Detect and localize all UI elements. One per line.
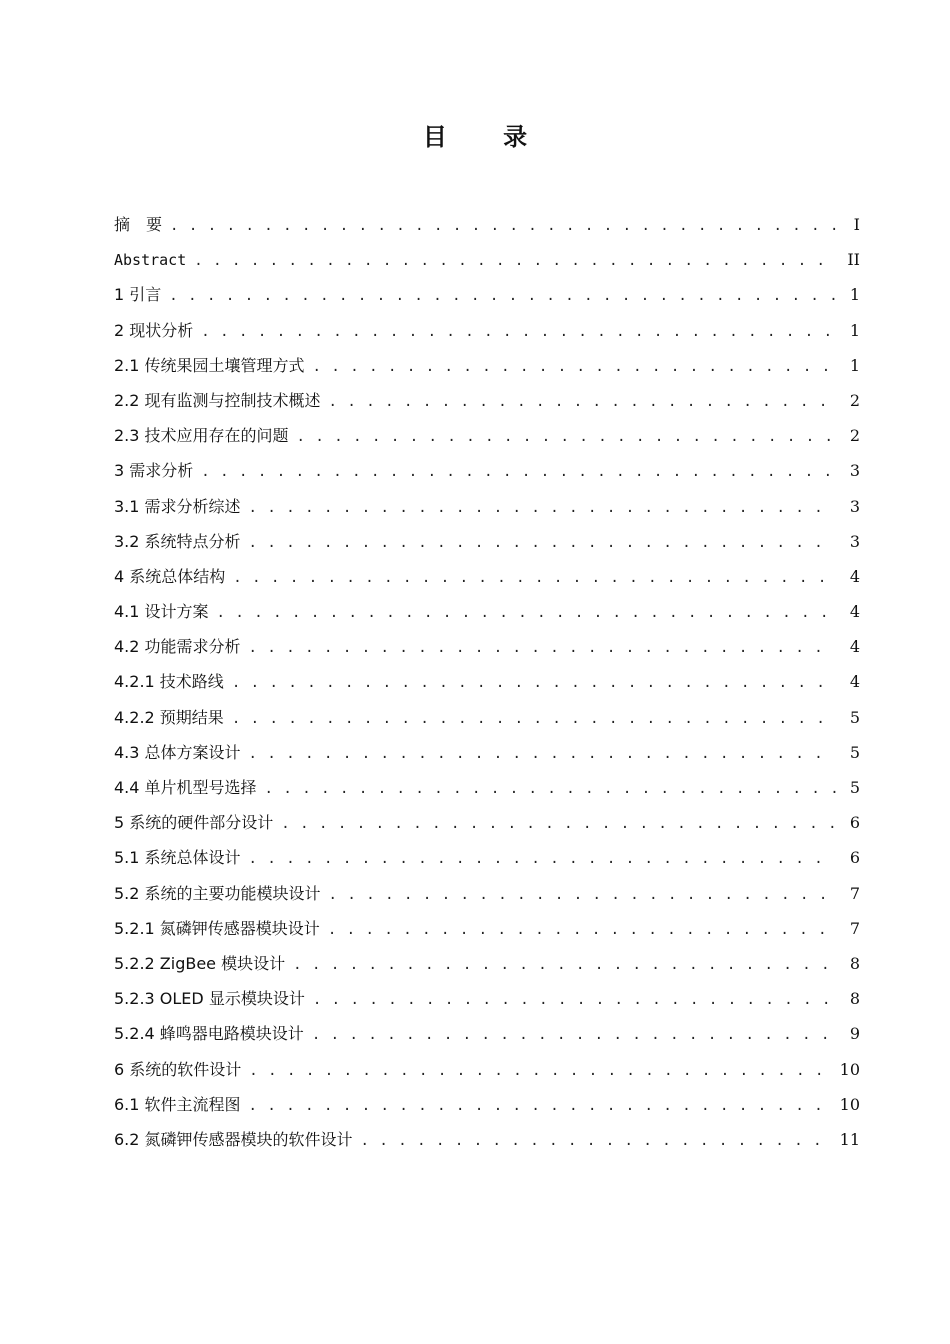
toc-entry-label: 6.2 氮磷钾传感器模块的软件设计 xyxy=(114,1129,353,1149)
toc-entry-label: 5.2 系统的主要功能模块设计 xyxy=(114,883,321,903)
toc-entry-label: 4.4 单片机型号选择 xyxy=(114,778,257,797)
toc-entry-page-number: 8 xyxy=(849,989,860,1009)
toc-entry-page-number: 5 xyxy=(849,707,860,727)
toc-entry[interactable] xyxy=(114,629,860,664)
toc-dot-leader xyxy=(312,1018,836,1053)
toc-dot-leader xyxy=(361,1124,830,1159)
toc-dot-leader xyxy=(249,1054,829,1089)
toc-dot-leader xyxy=(297,420,836,455)
toc-entry[interactable] xyxy=(114,664,860,699)
toc-dot-leader xyxy=(201,455,836,490)
toc-entry[interactable] xyxy=(114,981,860,1016)
toc-entry-page-number: 6 xyxy=(849,848,860,868)
toc-entry[interactable] xyxy=(114,524,860,559)
toc-entry[interactable] xyxy=(114,1052,860,1087)
toc-entry-label: 6 系统的软件设计 xyxy=(114,1059,242,1079)
toc-entry-label: 4 系统总体结构 xyxy=(114,566,226,586)
toc-entry-label: Abstract xyxy=(114,251,187,270)
toc-entry-page-number: 3 xyxy=(849,461,860,481)
toc-entry-page-number: 4 xyxy=(849,637,860,657)
toc-entry-page-number: 3 xyxy=(849,496,860,516)
toc-entry[interactable] xyxy=(114,559,860,594)
toc-entry-page-number: 7 xyxy=(849,918,860,938)
toc-entry[interactable] xyxy=(114,1016,860,1051)
toc-entry-label: 6.1 软件主流程图 xyxy=(114,1094,241,1114)
toc-entry[interactable] xyxy=(114,700,860,735)
toc-entry-label: 1 引言 xyxy=(114,285,162,305)
toc-entry-page-number: 1 xyxy=(849,355,860,375)
toc-dot-leader xyxy=(194,244,836,279)
toc-dot-leader xyxy=(313,983,836,1018)
toc-entry[interactable] xyxy=(114,242,860,277)
toc-entry-label: 3 需求分析 xyxy=(114,461,194,481)
toc-dot-leader xyxy=(328,913,836,948)
toc-entry[interactable] xyxy=(114,594,860,629)
toc-entry-page-number: 10 xyxy=(839,1059,860,1079)
toc-entry-page-number: 6 xyxy=(849,813,860,833)
toc-entry[interactable] xyxy=(114,840,860,875)
toc-entry-label: 4.2 功能需求分析 xyxy=(114,637,241,657)
toc-dot-leader xyxy=(329,385,836,420)
toc-entry-label: 5.2.2 ZigBee 模块设计 xyxy=(114,953,286,973)
toc-entry-page-number: 5 xyxy=(849,742,860,762)
toc-dot-leader xyxy=(265,772,836,807)
toc-entry-page-number: 4 xyxy=(849,672,860,692)
toc-dot-leader xyxy=(249,631,836,666)
toc-entry[interactable] xyxy=(114,911,860,946)
toc-entry-page-number: 1 xyxy=(849,320,860,340)
toc-entry-label: 5.2.3 OLED 显示模块设计 xyxy=(114,989,305,1009)
toc-entry[interactable] xyxy=(114,946,860,981)
toc-entry-label: 4.2.2 预期结果 xyxy=(114,707,224,727)
toc-entry[interactable] xyxy=(114,277,860,312)
toc-entry[interactable] xyxy=(114,805,860,840)
toc-dot-leader xyxy=(249,1089,830,1124)
toc-dot-leader xyxy=(249,842,836,877)
toc-entry[interactable] xyxy=(114,1087,860,1122)
toc-entry-page-number: 5 xyxy=(849,778,860,797)
toc-entry-page-number: 1 xyxy=(849,285,860,305)
toc-entry[interactable] xyxy=(114,1122,860,1157)
toc-dot-leader xyxy=(232,666,836,701)
toc-entry-label: 2 现状分析 xyxy=(114,320,194,340)
toc-dot-leader xyxy=(249,526,836,561)
toc-entry[interactable] xyxy=(114,876,860,911)
toc-entry-page-number: 7 xyxy=(849,883,860,903)
toc-entry-label: 5.2.4 蜂鸣器电路模块设计 xyxy=(114,1024,304,1044)
toc-entry-label: 2.3 技术应用存在的问题 xyxy=(114,426,289,446)
toc-entry[interactable] xyxy=(114,735,860,770)
toc-entry[interactable] xyxy=(114,383,860,418)
toc-dot-leader xyxy=(313,350,836,385)
toc-dot-leader xyxy=(249,491,836,526)
toc-entry-page-number: 2 xyxy=(849,390,860,410)
toc-entry-label: 5.1 系统总体设计 xyxy=(114,848,241,868)
toc-entry-page-number: 4 xyxy=(849,602,860,622)
toc-entry-page-number: II xyxy=(847,250,860,270)
toc-dot-leader xyxy=(169,279,836,314)
toc-dot-leader xyxy=(217,596,836,631)
toc-entry-label: 2.1 传统果园土壤管理方式 xyxy=(114,355,305,375)
toc-entry-page-number: 8 xyxy=(849,953,860,973)
toc-entry-label: 4.1 设计方案 xyxy=(114,602,209,622)
toc-entry-label: 4.2.1 技术路线 xyxy=(114,672,224,692)
toc-entry[interactable] xyxy=(114,770,860,805)
toc-entry-label: 5.2.1 氮磷钾传感器模块设计 xyxy=(114,918,320,938)
toc-title: 目 录 xyxy=(422,123,552,151)
toc-dot-leader xyxy=(232,702,836,737)
toc-entry-page-number: 4 xyxy=(849,566,860,586)
toc-entry-label: 2.2 现有监测与控制技术概述 xyxy=(114,390,321,410)
toc-dot-leader xyxy=(281,807,836,842)
toc-entry-label: 摘 要 xyxy=(114,215,163,234)
toc-entry-page-number: 11 xyxy=(839,1129,860,1149)
toc-entry-page-number: 3 xyxy=(849,531,860,551)
toc-entry[interactable] xyxy=(114,348,860,383)
toc-entry-label: 3.2 系统特点分析 xyxy=(114,531,241,551)
toc-entry[interactable] xyxy=(114,207,860,242)
toc-entry[interactable] xyxy=(114,418,860,453)
toc-entry-page-number: 2 xyxy=(849,426,860,446)
toc-entry[interactable] xyxy=(114,489,860,524)
toc-dot-leader xyxy=(233,561,836,596)
toc-dot-leader xyxy=(249,737,836,772)
toc-dot-leader xyxy=(329,878,836,913)
toc-entry-page-number: I xyxy=(853,215,860,234)
table-of-contents xyxy=(114,207,860,1157)
toc-dot-leader xyxy=(201,315,836,350)
toc-entry-label: 4.3 总体方案设计 xyxy=(114,742,241,762)
toc-dot-leader xyxy=(170,209,836,244)
toc-entry[interactable] xyxy=(114,453,860,488)
toc-entry-page-number: 10 xyxy=(839,1094,860,1114)
toc-entry-page-number: 9 xyxy=(849,1024,860,1044)
toc-dot-leader xyxy=(293,948,836,983)
toc-entry[interactable] xyxy=(114,313,860,348)
toc-entry-label: 5 系统的硬件部分设计 xyxy=(114,813,274,833)
toc-entry-label: 3.1 需求分析综述 xyxy=(114,496,241,516)
